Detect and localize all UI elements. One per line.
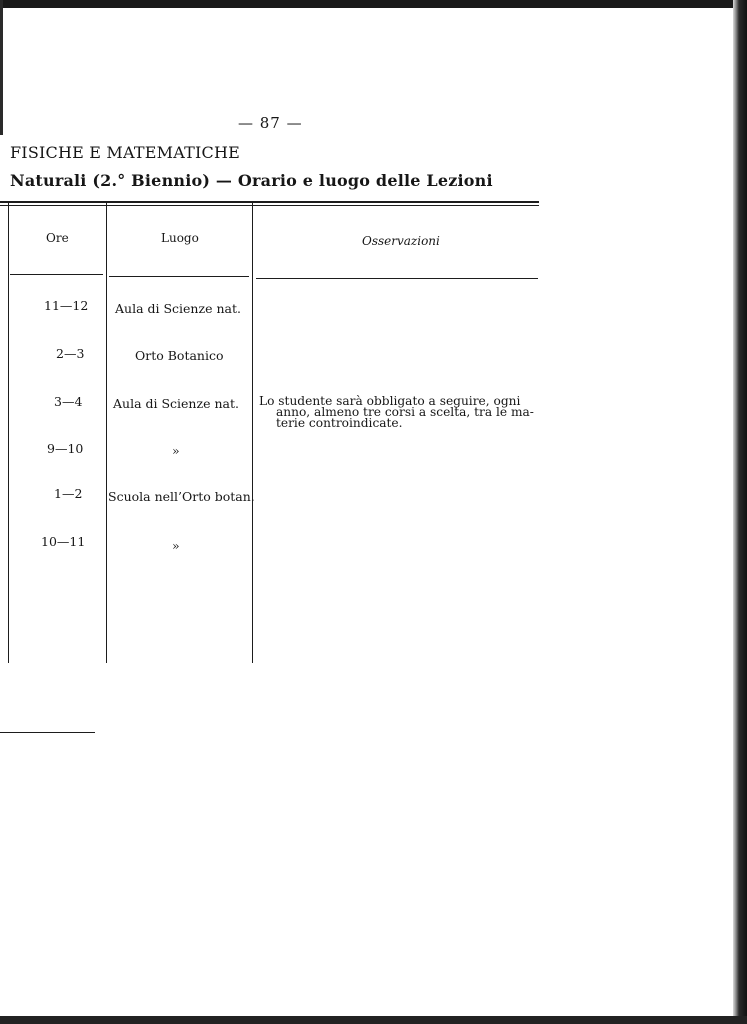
table-column-divider-left xyxy=(8,203,9,663)
page-number: — 87 — xyxy=(238,114,303,132)
scan-left-edge xyxy=(0,0,3,135)
table-top-rule xyxy=(0,201,539,203)
table-cell-ore: 3—4 xyxy=(54,394,83,409)
page-subtitle: Naturali (2.° Biennio) — Orario e luogo delle Lezioni xyxy=(10,171,493,190)
table-header-rule-ore xyxy=(10,274,103,275)
table-cell-ore: 11—12 xyxy=(44,298,89,313)
scan-top-edge xyxy=(0,0,747,8)
osservazioni-note xyxy=(259,396,535,429)
table-cell-luogo: » xyxy=(172,538,180,553)
table-cell-ore: 10—11 xyxy=(41,534,86,549)
column-header-luogo: Luogo xyxy=(161,231,199,245)
table-cell-ore: 1—2 xyxy=(54,486,83,501)
table-cell-ore: 9—10 xyxy=(47,441,84,456)
table-header-rule-luogo xyxy=(109,276,249,277)
footnote-rule xyxy=(0,732,95,733)
table-cell-luogo: Orto Botanico xyxy=(135,348,224,363)
table-cell-luogo: Aula di Scienze nat. xyxy=(115,301,241,316)
column-header-ore: Ore xyxy=(46,231,69,245)
scan-right-edge xyxy=(733,0,747,1024)
section-title: FISICHE E MATEMATICHE xyxy=(10,143,240,162)
note-line: terie controindicate. xyxy=(276,416,403,430)
table-cell-ore: 2—3 xyxy=(56,346,85,361)
note-line: anno, almeno tre corsi a scelta, tra le ma- xyxy=(276,405,534,419)
column-header-osservazioni: Osservazioni xyxy=(362,234,440,248)
table-header-rule-osservazioni xyxy=(256,278,538,279)
table-cell-luogo: Aula di Scienze nat. xyxy=(113,396,239,411)
note-line: Lo studente sarà obbligato a seguire, ogni xyxy=(259,394,521,408)
table-column-divider-ore xyxy=(106,203,107,663)
table-cell-luogo: » xyxy=(172,443,180,458)
table-top-rule-thin xyxy=(0,205,539,206)
table-cell-luogo: Scuola nell’Orto botan. xyxy=(108,489,255,504)
scan-bottom-edge xyxy=(0,1016,747,1024)
table-column-divider-luogo xyxy=(252,203,253,663)
